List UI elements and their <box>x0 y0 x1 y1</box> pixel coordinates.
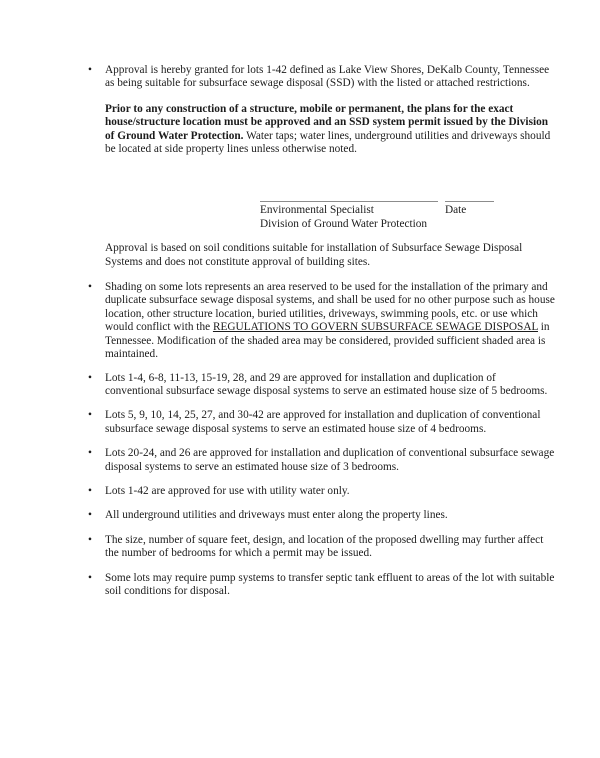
date-label: Date <box>445 204 467 217</box>
bullet-text: Approval is hereby granted for lots 1-42 defined as Lake View Shores, DeKalb County, Tennessee as being suitable for subsurface sewage disposal (SSD) with the listed or attached restrictions. <box>105 64 550 90</box>
bullet-marker: • <box>88 533 92 546</box>
construction-notice-paragraph <box>105 103 556 157</box>
signature-block <box>260 201 556 231</box>
bullet-text: The size, number of square feet, design, and location of the proposed dwelling may further affect the number of bedrooms for which a permit may be issued. <box>105 533 544 560</box>
bullet-dwelling-size <box>88 533 556 561</box>
bullet-shading-restrictions <box>88 281 556 361</box>
signer-division: Division of Ground Water Protection <box>260 217 428 230</box>
bullet-marker: • <box>88 281 92 294</box>
bullet-marker: • <box>88 484 92 497</box>
shading-text-after: in Tennessee. Modification of the shaded area may be considered, provided sufficient shaded area is maintained. <box>105 321 550 361</box>
signer-title: Environmental Specialist <box>260 204 374 217</box>
bullet-lots-3-bedrooms <box>88 447 556 474</box>
bullet-lots-5-bedrooms <box>88 371 556 399</box>
date-column <box>445 201 494 217</box>
bullet-marker: • <box>88 371 92 384</box>
bullet-approval-granted <box>88 64 556 91</box>
bullet-text: Lots 1-42 are approved for use with utility water only. <box>105 484 350 497</box>
bullet-marker: • <box>88 64 92 76</box>
bullet-utility-water <box>88 484 556 498</box>
bullet-underground-utilities <box>88 509 556 522</box>
bullet-marker: • <box>88 409 92 422</box>
bullet-text: All underground utilities and driveways must enter along the property lines. <box>105 509 448 522</box>
shading-text-before: Shading on some lots represents an area reserved to be used for the installation of the primary and duplicate subsurface sewage disposal systems, and shall be used for no other purpose such as house location, other structure location, buried utilities, driveways, swimming pools, etc. or use which would conflict with the <box>105 281 555 334</box>
bullet-text: Lots 20-24, and 26 are approved for installation and duplication of conventional subsurface sewage disposal systems to serve an estimated house size of 3 bedrooms. <box>105 447 555 473</box>
signature-column <box>260 201 438 231</box>
bullet-lots-4-bedrooms <box>88 409 556 436</box>
document-content <box>88 64 556 609</box>
bullet-marker: • <box>88 571 92 584</box>
regulations-underlined-text: REGULATIONS TO GOVERN SUBSURFACE SEWAGE DISPOSAL <box>212 321 538 334</box>
bullet-text: Lots 5, 9, 10, 14, 25, 27, and 30-42 are approved for installation and duplication of conventional subsurface sewage disposal systems to serve an estimated house size of 4 bedrooms. <box>105 409 541 435</box>
date-line <box>445 201 494 202</box>
soil-conditions-paragraph: Approval is based on soil conditions suitable for installation of Subsurface Sewage Disposal Systems and does not constitute approval of building sites. <box>105 242 523 268</box>
construction-notice-bold-text: Prior to any construction of a structure, mobile or permanent, the plans for the exact house/structure location must be approved and an SSD system permit issued by the Division of Ground Water Protection. <box>105 102 549 142</box>
bullet-text: Lots 1-4, 6-8, 11-13, 15-19, 28, and 29 are approved for installation and duplication of conventional subsurface sewage disposal systems to serve an estimated house size of 5 bedrooms. <box>105 371 548 397</box>
bullet-marker: • <box>88 447 92 460</box>
construction-notice-regular-text: Water taps; water lines, underground utilities and driveways should be located at side property lines unless otherwise noted. <box>105 129 551 156</box>
bullet-text: Some lots may require pump systems to transfer septic tank effluent to areas of the lot with suitable soil conditions for disposal. <box>105 571 555 597</box>
bullet-marker: • <box>88 509 92 522</box>
signature-line <box>260 201 438 202</box>
bullet-pump-systems <box>88 571 556 599</box>
